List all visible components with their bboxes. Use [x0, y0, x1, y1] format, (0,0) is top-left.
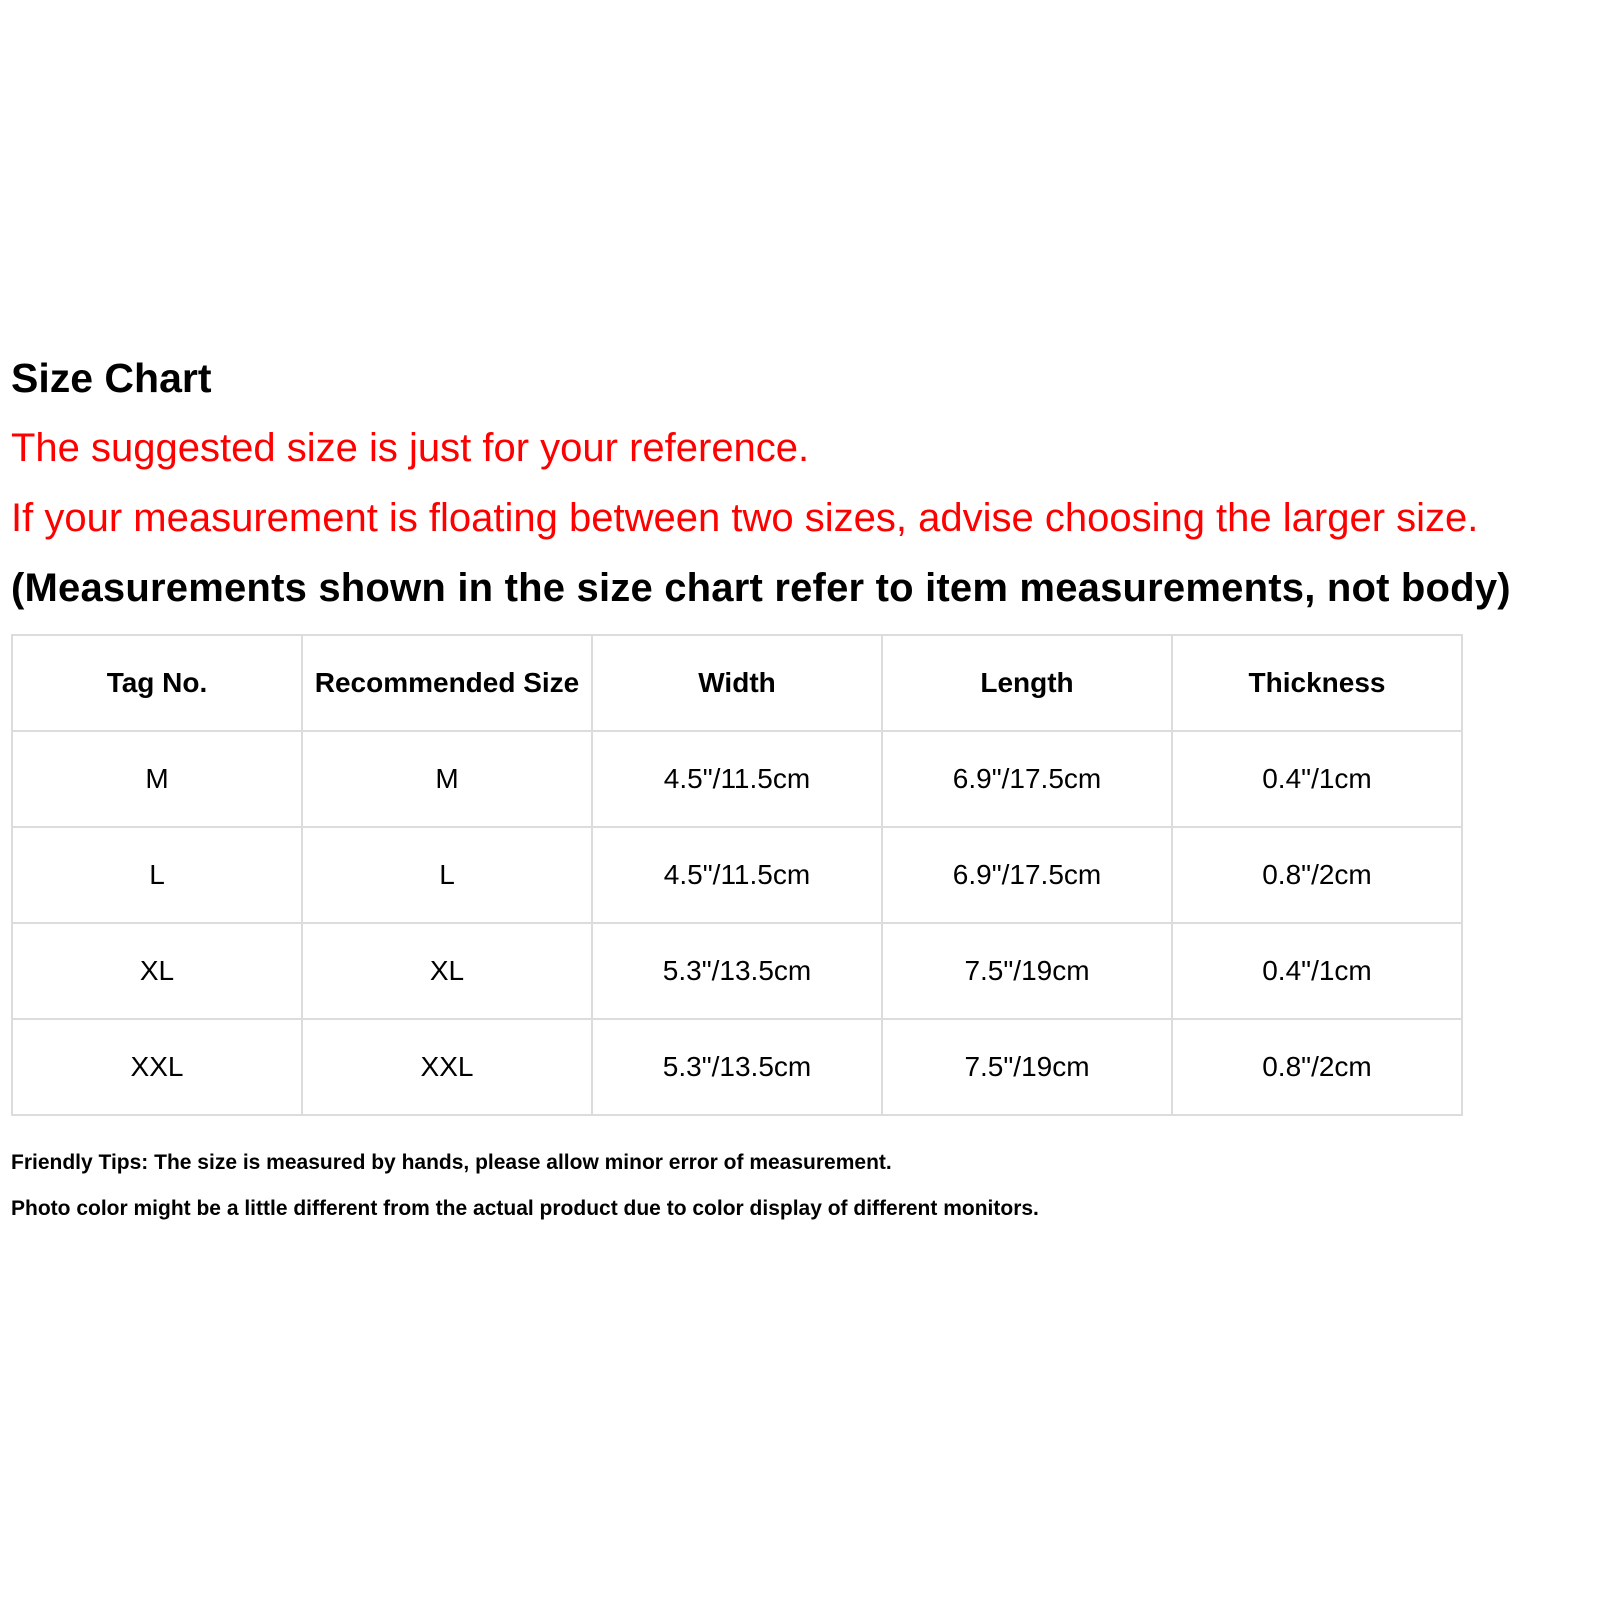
cell-length: 7.5"/19cm: [882, 923, 1172, 1019]
cell-tag-no: L: [12, 827, 302, 923]
header-thickness: Thickness: [1172, 635, 1462, 731]
cell-length: 6.9"/17.5cm: [882, 827, 1172, 923]
header-tag-no: Tag No.: [12, 635, 302, 731]
reference-note: The suggested size is just for your reference.: [11, 426, 810, 470]
table-row: [12, 923, 1462, 1019]
cell-tag-no: M: [12, 731, 302, 827]
page-title: Size Chart: [11, 355, 212, 401]
cell-recommended-size: M: [302, 731, 592, 827]
cell-recommended-size: L: [302, 827, 592, 923]
cell-length: 6.9"/17.5cm: [882, 731, 1172, 827]
size-table: [11, 634, 1463, 1116]
cell-recommended-size: XL: [302, 923, 592, 1019]
friendly-tips-note: Friendly Tips: The size is measured by hands, please allow minor error of measurement.: [11, 1151, 892, 1174]
cell-length: 7.5"/19cm: [882, 1019, 1172, 1115]
cell-width: 4.5"/11.5cm: [592, 731, 882, 827]
cell-width: 5.3"/13.5cm: [592, 923, 882, 1019]
cell-thickness: 0.8"/2cm: [1172, 1019, 1462, 1115]
floating-size-note: If your measurement is floating between two sizes, advise choosing the larger size.: [11, 496, 1479, 540]
table-header-row: [12, 635, 1462, 731]
size-chart-section: [11, 354, 1591, 1222]
table-row: [12, 731, 1462, 827]
cell-thickness: 0.4"/1cm: [1172, 731, 1462, 827]
header-length: Length: [882, 635, 1172, 731]
header-recommended-size: Recommended Size: [302, 635, 592, 731]
measurement-note: (Measurements shown in the size chart refer to item measurements, not body): [11, 566, 1511, 610]
header-width: Width: [592, 635, 882, 731]
table-row: [12, 1019, 1462, 1115]
cell-tag-no: XL: [12, 923, 302, 1019]
table-row: [12, 827, 1462, 923]
cell-tag-no: XXL: [12, 1019, 302, 1115]
cell-thickness: 0.4"/1cm: [1172, 923, 1462, 1019]
cell-thickness: 0.8"/2cm: [1172, 827, 1462, 923]
photo-color-note: Photo color might be a little different from the actual product due to color display of different monitors.: [11, 1197, 1039, 1220]
cell-width: 4.5"/11.5cm: [592, 827, 882, 923]
cell-width: 5.3"/13.5cm: [592, 1019, 882, 1115]
cell-recommended-size: XXL: [302, 1019, 592, 1115]
